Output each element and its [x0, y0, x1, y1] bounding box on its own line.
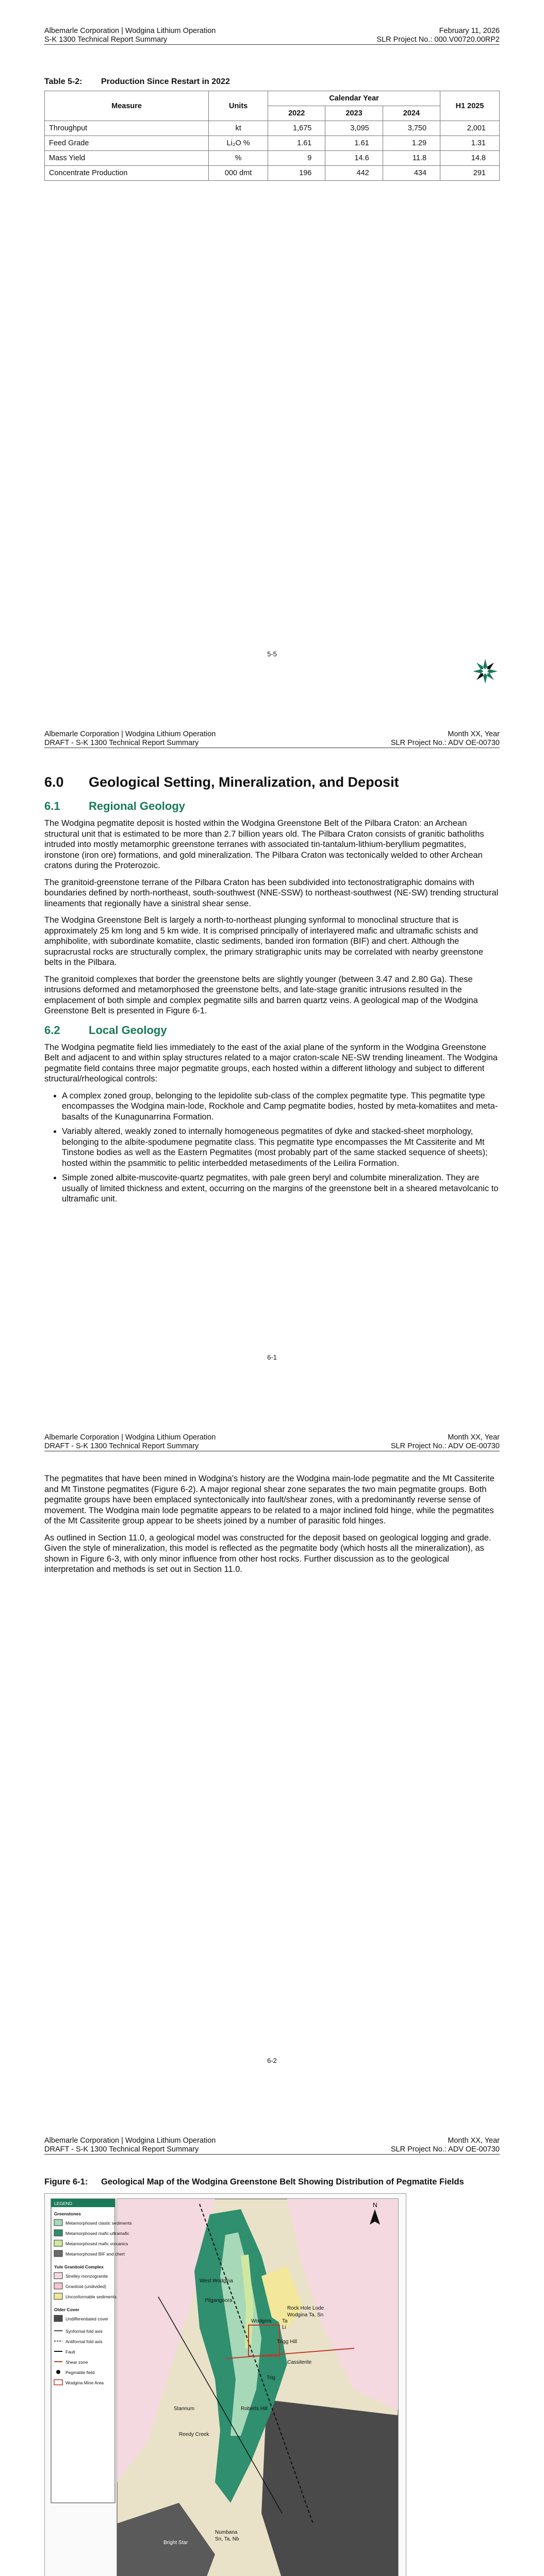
legend-item: Metamorphosed BIF and chert	[65, 2251, 125, 2257]
table-caption-number: Table 5-2:	[44, 77, 83, 86]
page-number: 6-2	[267, 2057, 277, 2064]
section-number: 6.0	[44, 774, 64, 790]
paragraph: The pegmatites that have been mined in Wodgina's history are the Wodgina main-lode pegmatite and the Mt Cassiterite and Mt Tinstone pegmatites (Figure 6-2). A major regional shear zone separates the two main pegmatite groups. Both pegmatite groups have been emplaced syntectonically into fault/shear zones, with a predominantly reverse sense of movement. The Wodgina main lode pegmatite appears to be related to a major inclined fold hinge, while the pegmatites of the Mt Cassiterite group appear to be sheets joined by a number of parasitic fold hinges.	[44, 1474, 494, 1526]
cell-value: 1.61	[268, 136, 325, 151]
legend-item: Granitoid (undivided)	[65, 2284, 106, 2289]
legend-swatch	[54, 2219, 62, 2226]
map-label: Bright Star	[163, 2540, 188, 2546]
legend-swatch	[54, 2240, 62, 2246]
legend-swatch	[54, 2250, 62, 2257]
legend-item: Synformal fold axis	[65, 2329, 103, 2334]
list-item: • Simple zoned albite-muscovite-quartz pegmatites, with pale green beryl and columbite mineralization. They are usually of limited thickness and extent, occurring on the margins of the greenstone belt in a sheared metavolcanic to ultramafic unit.	[62, 1173, 500, 1205]
section-heading	[44, 774, 500, 790]
legend-group: Yule Granitoid Complex	[54, 2264, 104, 2269]
header-report: DRAFT - S-K 1300 Technical Report Summary	[44, 2145, 199, 2154]
subsection-title: Local Geology	[89, 1023, 167, 1037]
cover-area	[261, 2400, 398, 2576]
page-4	[0, 2110, 544, 2576]
legend-group: Greenstones	[54, 2211, 81, 2216]
header-report: DRAFT - S-K 1300 Technical Report Summary	[44, 739, 199, 747]
legend-item: Wodgina Mine Area	[65, 2380, 104, 2385]
geological-map-drawing	[45, 2194, 406, 2576]
legend-swatch	[54, 2293, 62, 2299]
cell-units: Li₂O %	[209, 136, 268, 151]
map-label: Trig	[267, 2375, 275, 2381]
figure-caption	[44, 2177, 500, 2187]
paragraph: The granitoid-greenstone terrane of the Pilbara Craton has been subdivided into tectonostratigraphic domains with boundaries defined by north-northeast, south-southwest (NNE-SSW) to northeast-southwest (NE-SW) trending structural lineaments that regionally have a sinistral shear sense.	[44, 877, 499, 908]
cell-value: 3,750	[383, 121, 440, 136]
legend-item: Undifferentiated cover	[65, 2316, 109, 2321]
map-label: Pilgangoora	[205, 2298, 233, 2303]
legend-symbol	[56, 2370, 60, 2374]
table-row	[45, 166, 500, 181]
geological-map	[44, 2193, 406, 2576]
header-project: SLR Project No.: ADV OE-00730	[390, 2145, 500, 2154]
legend-item: Unconformable sediments	[65, 2294, 117, 2299]
legend-item: Antiformal fold axis	[65, 2339, 103, 2344]
cell-value: 2,001	[440, 121, 500, 136]
header-date: February 11, 2026	[439, 27, 500, 35]
map-label: Wodgina Ta, Sn	[287, 2312, 324, 2318]
pegmatite-groups-list	[44, 1091, 500, 1205]
table-caption-title: Production Since Restart in 2022	[101, 77, 230, 86]
slr-logo-icon	[471, 657, 500, 686]
page-3	[0, 1406, 544, 2110]
header-project: SLR Project No.: ADV OE-00730	[390, 739, 500, 747]
legend-item: Metamorphosed clastic sediments	[65, 2221, 132, 2226]
legend-swatch	[54, 2283, 62, 2289]
legend-item: Metamorphosed mafic volcanics	[65, 2241, 128, 2246]
cell-value: 3,095	[325, 121, 383, 136]
table-row	[45, 136, 500, 151]
legend-item: Pegmatite field	[65, 2370, 95, 2375]
page-header	[44, 730, 500, 748]
subsection-number: 6.2	[44, 1023, 60, 1037]
paragraph: The Wodgina pegmatite deposit is hosted within the Wodgina Greenstone Belt of the Pilbara Craton: an Archean structural unit that is estimated to be more than 2.7 billion years old. The Pilbara Craton consists of granitic batholiths intruded into mostly metamorphic greenstone terranes with associated tin-tantalum-lithium-beryllium pegmatites, ironstone (iron ore) formations, and gold mineralization. The Pilbara Craton was tectonically welded to other Archean cratons during the Proterozoic.	[44, 819, 484, 870]
cell-value: 9	[268, 151, 325, 166]
map-label: Trigg Hill	[277, 2339, 298, 2345]
subsection-heading	[44, 800, 500, 813]
page-header	[44, 27, 500, 45]
page-number: 5-5	[267, 650, 277, 658]
legend-item: Fault	[65, 2349, 75, 2354]
paragraph: As outlined in Section 11.0, a geological model was constructed for the deposit based on geological logging and grade. Given the style of mineralization, this model is reflected as the pegmatite body (which hosts all the mineralization), as shown in Figure 6-3, with only minor influence from other host rocks. Further discussion as to the geological interpretation and methods is set out in Section 11.0.	[44, 1533, 491, 1574]
col-year: 2023	[325, 106, 383, 121]
table-row	[45, 121, 500, 136]
cell-value: 196	[268, 166, 325, 181]
cell-measure: Mass Yield	[45, 151, 209, 166]
map-label: Rock Hole Lode	[287, 2306, 324, 2311]
cell-value: 1.61	[325, 136, 383, 151]
legend-group: Older Cover	[54, 2307, 79, 2312]
header-company: Albemarle Corporation | Wodgina Lithium Operation	[44, 2137, 216, 2145]
legend-item: Strelley monzogranite	[65, 2274, 108, 2279]
map-label: Wodgina	[251, 2318, 272, 2324]
header-company: Albemarle Corporation | Wodgina Lithium Operation	[44, 1433, 216, 1442]
cell-value: 434	[383, 166, 440, 181]
header-date: Month XX, Year	[448, 730, 500, 738]
legend-swatch	[54, 2230, 62, 2236]
subsection-number: 6.1	[44, 800, 60, 812]
cell-value: 1.29	[383, 136, 440, 151]
legend-item: Shear zone	[65, 2360, 88, 2365]
map-label: West Wodgina	[200, 2278, 233, 2284]
legend-header: LEGEND	[54, 2201, 72, 2206]
col-measure: Measure	[45, 91, 209, 121]
north-label: N	[373, 2201, 377, 2209]
header-project: SLR Project No.: 000.V00720.00RP2	[376, 36, 500, 44]
table-caption	[44, 77, 500, 87]
subsection-heading	[44, 1024, 500, 1037]
map-label: Ta	[282, 2318, 288, 2324]
cell-value: 14.8	[440, 151, 500, 166]
cell-units: %	[209, 151, 268, 166]
paragraph: The granitoid complexes that border the greenstone belts are slightly younger (between 3.47 and 2.80 Ga). These intrusions deformed and metamorphosed the greenstone belts, and late-stage granitic intrusions resulted in the emplacement of both simple and complex pegmatite sills and barren quartz veins. A geological map of the Wodgina Greenstone Belt is presented in Figure 6-1.	[44, 974, 478, 1015]
cell-value: 291	[440, 166, 500, 181]
map-label: Cassiterite	[287, 2360, 312, 2365]
col-h1-2025: H1 2025	[440, 91, 500, 121]
page-header	[44, 1433, 500, 1451]
subsection-title: Regional Geology	[89, 800, 186, 812]
header-report: DRAFT - S-K 1300 Technical Report Summary	[44, 1442, 199, 1450]
map-label: Reedy Creek	[179, 2432, 209, 2437]
cell-value: 11.8	[383, 151, 440, 166]
col-units: Units	[209, 91, 268, 121]
header-date: Month XX, Year	[448, 1433, 500, 1442]
list-item: • Variably altered, weakly zoned to internally homogeneous pegmatites of dyke and stacked-sheet morphology, belonging to the albite-spodumene pegmatite class. This pegmatite type encompasses the Mt Cassiterite and Mt Tinstone bodies as well as the Eastern Pegmatites (most probably part of the same stacked sequence of sheets); hosted within the psammitic to pelitic interbedded metasediments of the Leilira Formation.	[62, 1126, 500, 1168]
cell-measure: Concentrate Production	[45, 166, 209, 181]
page-1	[0, 0, 544, 703]
header-project: SLR Project No.: ADV OE-00730	[390, 1442, 500, 1450]
cell-value: 442	[325, 166, 383, 181]
col-year: 2022	[268, 106, 325, 121]
legend-swatch	[54, 2315, 62, 2321]
page-2	[0, 703, 544, 1406]
col-calendar-year: Calendar Year	[268, 91, 440, 106]
map-label: Stannum	[174, 2406, 195, 2412]
legend-swatch	[54, 2273, 62, 2279]
cell-units: kt	[209, 121, 268, 136]
header-date: Month XX, Year	[448, 2137, 500, 2145]
map-label: Sn, Ta, Nb	[215, 2536, 239, 2542]
header-company: Albemarle Corporation | Wodgina Lithium Operation	[44, 730, 216, 738]
legend-item: Metamorphosed mafic-ultramafic	[65, 2231, 129, 2236]
map-label: Roberts Hill	[241, 2406, 268, 2412]
section-title: Geological Setting, Mineralization, and Deposit	[89, 774, 399, 790]
header-report: S-K 1300 Technical Report Summary	[44, 36, 168, 44]
cell-value: 14.6	[325, 151, 383, 166]
cell-measure: Feed Grade	[45, 136, 209, 151]
paragraph: The Wodgina Greenstone Belt is largely a north-to-northeast plunging synformal to monoclinal structure that is approximately 25 km long and 5 km wide. It is comprised principally of interlayered mafic and ultramafic schists and amphibolite, with subordinate komatiite, clastic sediments, banded iron formation (BIF) and chert. Although the supracrustal rocks are structurally complex, the primary stratigraphic units may be correlated with nearby greenstone belts in the Pilbara.	[44, 916, 484, 967]
figure-title: Geological Map of the Wodgina Greenstone Belt Showing Distribution of Pegmatite Fields	[101, 2177, 464, 2187]
page-header	[44, 2137, 500, 2155]
cell-value: 1.31	[440, 136, 500, 151]
col-year: 2024	[383, 106, 440, 121]
cell-units: 000 dmt	[209, 166, 268, 181]
table-row	[45, 151, 500, 166]
header-company: Albemarle Corporation | Wodgina Lithium Operation	[44, 27, 216, 35]
map-label: Li	[282, 2325, 286, 2330]
paragraph: The Wodgina pegmatite field lies immediately to the east of the axial plane of the synform in the Wodgina Greenstone Belt and adjacent to and within splay structures related to a major craton-scale NE-SW trending lineament. The Wodgina pegmatite field contains three major pegmatite groups, each hosted within a different lithology and subject to different structural/rheological controls:	[44, 1042, 498, 1083]
production-table	[44, 91, 500, 181]
cell-measure: Throughput	[45, 121, 209, 136]
cell-value: 1,675	[268, 121, 325, 136]
figure-number: Figure 6-1:	[44, 2177, 88, 2187]
list-item: • A complex zoned group, belonging to the lepidolite sub-class of the complex pegmatite type. This pegmatite type encompasses the Wodgina main-lode, Rockhole and Camp pegmatite bodies, hosted by meta-komatiites and meta-basalts of the Kunagunarrina Formation.	[62, 1091, 500, 1123]
page-number: 6-1	[267, 1353, 277, 1361]
map-label: Numbana	[215, 2530, 238, 2535]
